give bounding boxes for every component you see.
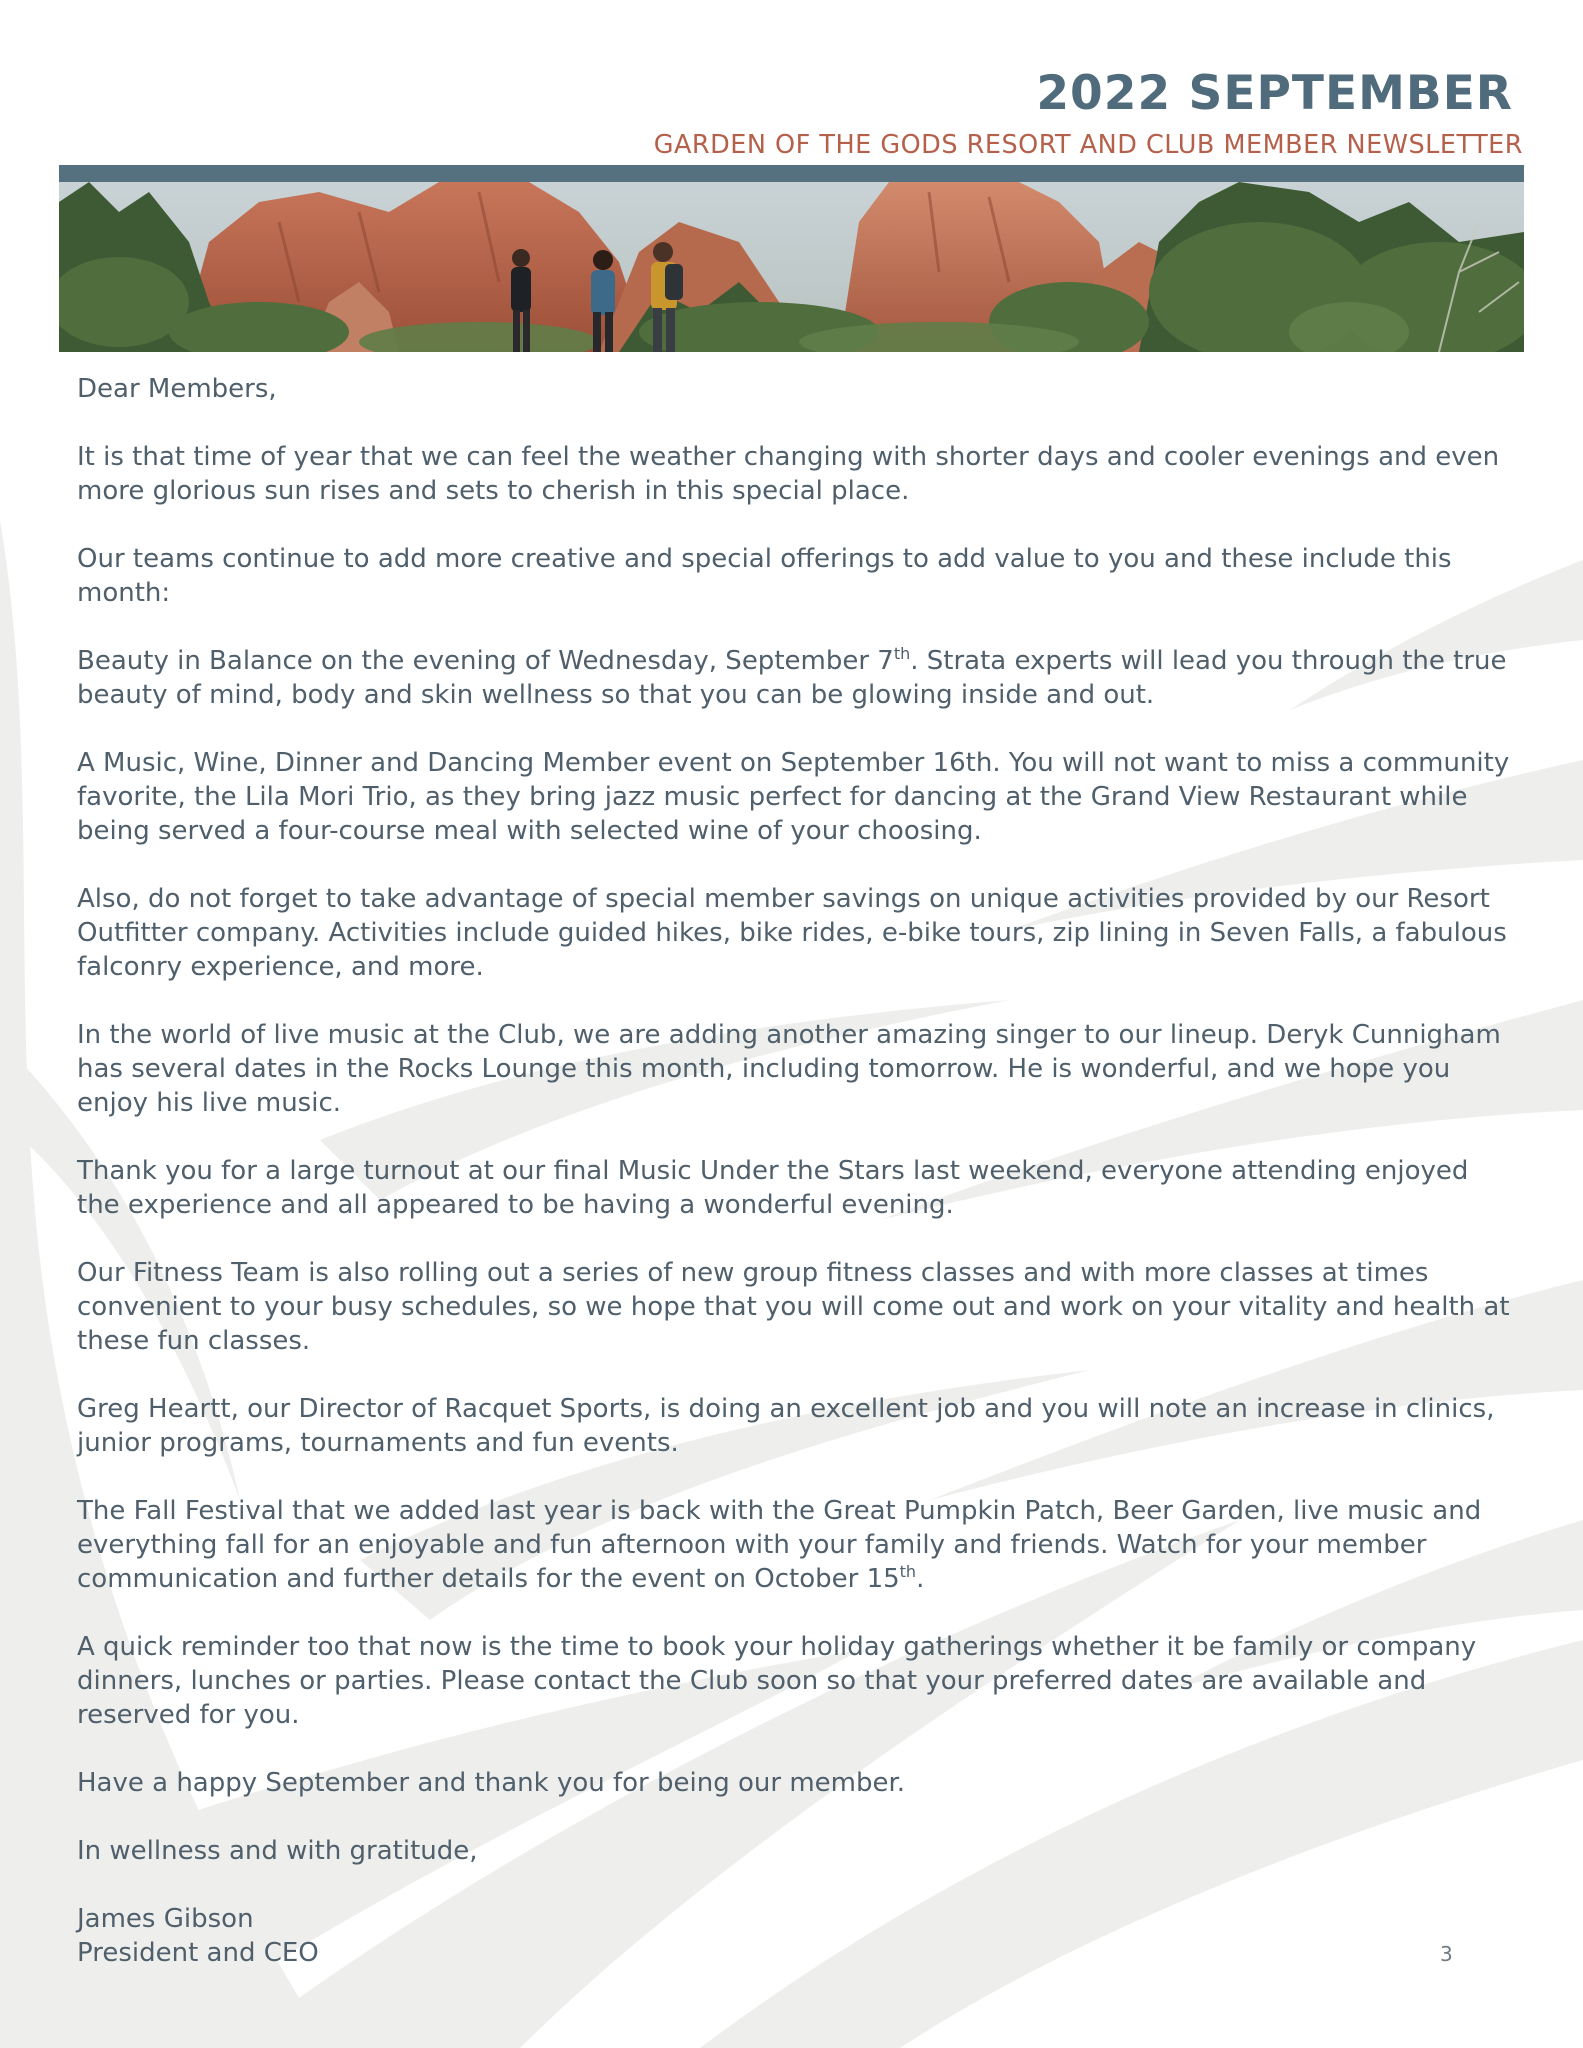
signature-name: James Gibson bbox=[77, 1904, 254, 1934]
newsletter-subtitle: GARDEN OF THE GODS RESORT AND CLUB MEMBER NEWSLETTER bbox=[653, 130, 1523, 160]
letter-paragraph: Also, do not forget to take advantage of special member savings on unique activities provided by our Resort Outfitter company. Activities include guided hikes, bike rides, e-bike tours, zip lining in Seven Falls, a fabulous falconry experience, and more. bbox=[77, 884, 1507, 982]
ordinal-suffix: th bbox=[899, 1562, 917, 1581]
letter-paragraph: Our teams continue to add more creative and special offerings to add value to you and these include this month: bbox=[77, 544, 1452, 608]
paragraph-text: . bbox=[916, 1564, 925, 1594]
letter-paragraph: Thank you for a large turnout at our final Music Under the Stars last weekend, everyone attending enjoyed the experience and all appeared to be having a wonderful evening. bbox=[77, 1156, 1469, 1220]
letter-paragraph: Greg Heartt, our Director of Racquet Sports, is doing an excellent job and you will note an increase in clinics, junior programs, tournaments and fun events. bbox=[77, 1394, 1495, 1458]
paragraph-text: Beauty in Balance on the evening of Wednesday, September 7 bbox=[77, 646, 894, 676]
banner-landscape-photo bbox=[59, 182, 1524, 352]
landscape-photo-icon bbox=[59, 182, 1524, 352]
signature-title: President and CEO bbox=[77, 1938, 319, 1968]
header-divider-bar bbox=[59, 165, 1524, 182]
letter-closing: In wellness and with gratitude, bbox=[77, 1836, 478, 1866]
letter-paragraph: A Music, Wine, Dinner and Dancing Member event on September 16th. You will not want to miss a community favorite, the Lila Mori Trio, as they bring jazz music perfect for dancing at the Grand View Restaurant while being served a four-course meal with selected wine of your choosing. bbox=[77, 748, 1510, 846]
letter-paragraph: In the world of live music at the Club, we are adding another amazing singer to our lineup. Deryk Cunnigham has several dates in the Rocks Lounge this month, including tomorrow. He is wonderful, and we hope you enjoy his live music. bbox=[77, 1020, 1501, 1118]
page-number: 3 bbox=[1440, 1942, 1453, 1966]
newsletter-title: 2022 SEPTEMBER bbox=[1036, 66, 1513, 121]
letter-paragraph: It is that time of year that we can feel the weather changing with shorter days and cooler evenings and even more glorious sun rises and sets to cherish in this special place. bbox=[77, 442, 1500, 506]
signature-block bbox=[77, 1902, 1517, 1970]
ordinal-suffix: th bbox=[893, 644, 911, 663]
letter-body bbox=[77, 372, 1517, 1970]
letter-paragraph: A quick reminder too that now is the time to book your holiday gatherings whether it be family or company dinners, lunches or parties. Please contact the Club soon so that your preferred dates are available and reserved for you. bbox=[77, 1632, 1477, 1730]
letter-paragraph: Our Fitness Team is also rolling out a series of new group fitness classes and with more classes at times convenient to your busy schedules, so we hope that you will come out and work on your vitality and health at these fun classes. bbox=[77, 1258, 1510, 1356]
letter-paragraph-fall-festival bbox=[77, 1494, 1517, 1596]
letter-greeting: Dear Members, bbox=[77, 374, 277, 404]
letter-paragraph: Have a happy September and thank you for being our member. bbox=[77, 1768, 906, 1798]
paragraph-text: . Strata experts will lead you through the true beauty of mind, body and skin wellness so that you can be glowing inside and out. bbox=[77, 646, 1507, 710]
letter-paragraph-beauty-in-balance bbox=[77, 644, 1517, 712]
paragraph-text: The Fall Festival that we added last year is back with the Great Pumpkin Patch, Beer Garden, live music and everything fall for an enjoyable and fun afternoon with your family and friends. Watch for your member communication and further details for the event on October 15 bbox=[77, 1496, 1482, 1594]
